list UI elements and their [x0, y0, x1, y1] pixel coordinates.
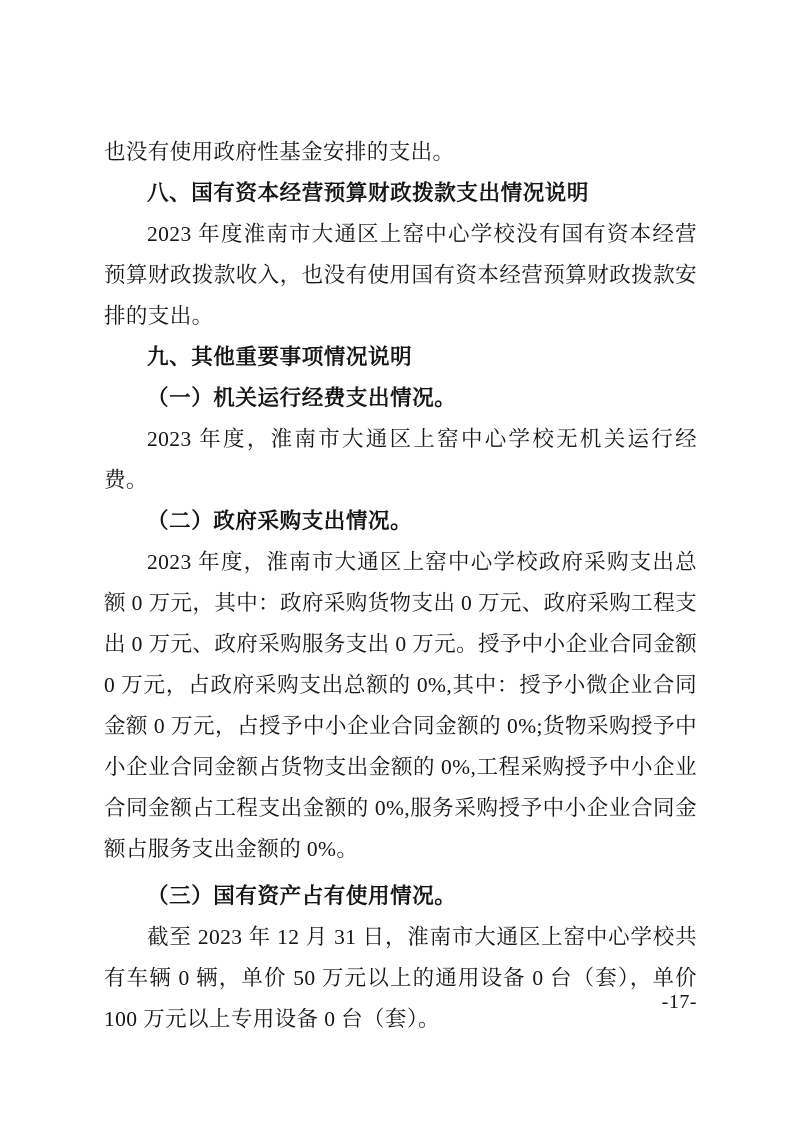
heading-section-nine-item-two: （二）政府采购支出情况。	[147, 509, 413, 533]
heading-section-nine: 九、其他重要事项情况说明	[147, 345, 413, 369]
page-number: -17-	[661, 991, 697, 1013]
paragraph-section-nine-item-three-body: 截至 2023 年 12 月 31 日，淮南市大通区上窑中心学校共有车辆 0 辆，单价 50 万元以上的通用设备 0 台（套），单价 100 万元以上专用设备 0 台（套）。	[104, 925, 697, 1031]
heading-section-nine-item-one: （一）机关运行经费支出情况。	[147, 386, 457, 410]
heading-section-nine-item-three: （三）国有资产占有使用情况。	[147, 884, 457, 908]
paragraph-section-eight-body: 2023 年度淮南市大通区上窑中心学校没有国有资本经营预算财政拨款收入，也没有使用国有资本经营预算财政拨款安排的支出。	[104, 222, 697, 328]
paragraph-section-nine-item-two-body: 2023 年度，淮南市大通区上窑中心学校政府采购支出总额 0 万元，其中：政府采购货物支出 0 万元、政府采购工程支出 0 万元、政府采购服务支出 0 万元。授予中小企业合同金额 0 万元，占政府采购支出总额的 0%,其中：授予小微企业合同金额 0 万元，占授予中小企业合同金额的 0%;货物采购授予中小企业合同金额占货物支出金额的 0%,工程采购授予中小企业合同金额占工程支出金额的 0%,服务采购授予中小企业合同金额占服务支出金额的 0%。	[104, 550, 697, 861]
document-body	[104, 132, 697, 1040]
paragraph-section-nine-item-one-body: 2023 年度，淮南市大通区上窑中心学校无机关运行经费。	[104, 427, 697, 492]
paragraph-continued: 也没有使用政府性基金安排的支出。	[104, 140, 455, 164]
heading-section-eight: 八、国有资本经营预算财政拨款支出情况说明	[147, 181, 590, 205]
